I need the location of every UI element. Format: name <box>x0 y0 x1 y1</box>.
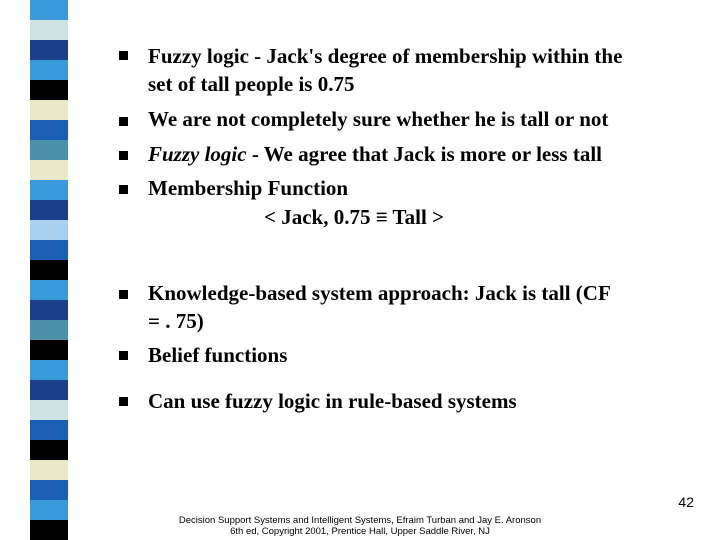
stripe-segment <box>30 100 68 120</box>
belief-line: Belief functions <box>148 343 288 367</box>
stripe-segment <box>30 400 68 420</box>
stripe-segment <box>30 300 68 320</box>
footer-line-2: 6th ed, Copyright 2001, Prentice Hall, Upper Saddle River, NJ <box>230 526 490 537</box>
membership-line: Membership Function <box>148 176 349 200</box>
stripe-segment <box>30 500 68 520</box>
bullet-agree <box>119 151 128 160</box>
stripe-segment <box>30 140 68 160</box>
stripe-segment <box>30 340 68 360</box>
rule-based-line: Can use fuzzy logic in rule-based systems <box>148 389 517 413</box>
agree-line <box>148 142 602 166</box>
stripe-segment <box>30 320 68 340</box>
stripe-segment <box>30 480 68 500</box>
membership-tuple: < Jack, 0.75 ≡ Tall > <box>264 205 445 229</box>
stripe-segment <box>30 220 68 240</box>
fuzzy-logic-line-2: set of tall people is 0.75 <box>148 72 355 96</box>
bullet-membership <box>119 185 128 194</box>
stripe-segment <box>30 20 68 40</box>
page-number: 42 <box>678 494 694 510</box>
stripe-segment <box>30 520 68 540</box>
stripe-segment <box>30 260 68 280</box>
bullet-fuzzy-logic <box>119 51 128 60</box>
bullet-belief <box>119 351 128 360</box>
stripe-segment <box>30 160 68 180</box>
stripe-segment <box>30 460 68 480</box>
stripe-segment <box>30 360 68 380</box>
stripe-segment <box>30 420 68 440</box>
stripe-segment <box>30 240 68 260</box>
stripe-segment <box>30 280 68 300</box>
stripe-segment <box>30 40 68 60</box>
stripe-segment <box>30 380 68 400</box>
agree-italic-term: Fuzzy logic <box>148 142 247 166</box>
agree-rest: - We agree that Jack is more or less tall <box>246 142 602 166</box>
stripe-segment <box>30 180 68 200</box>
kbs-line-1: Knowledge-based system approach: Jack is tall (CF <box>148 281 611 305</box>
stripe-segment <box>30 440 68 460</box>
not-sure-line: We are not completely sure whether he is tall or not <box>148 107 609 131</box>
fuzzy-logic-line-1: Fuzzy logic - Jack's degree of membership within the <box>148 44 623 68</box>
bullet-kbs <box>119 290 128 299</box>
kbs-line-2: = . 75) <box>148 309 204 333</box>
stripe-segment <box>30 120 68 140</box>
stripe-segment <box>30 60 68 80</box>
footer-line-1: Decision Support Systems and Intelligent Systems, Efraim Turban and Jay E. Aronson <box>178 515 542 526</box>
stripe-segment <box>30 0 68 20</box>
stripe-segment <box>30 200 68 220</box>
bullet-not-sure <box>119 117 128 126</box>
bullet-rule-based <box>119 397 128 406</box>
decorative-stripe-bar <box>30 0 68 540</box>
stripe-segment <box>30 80 68 100</box>
